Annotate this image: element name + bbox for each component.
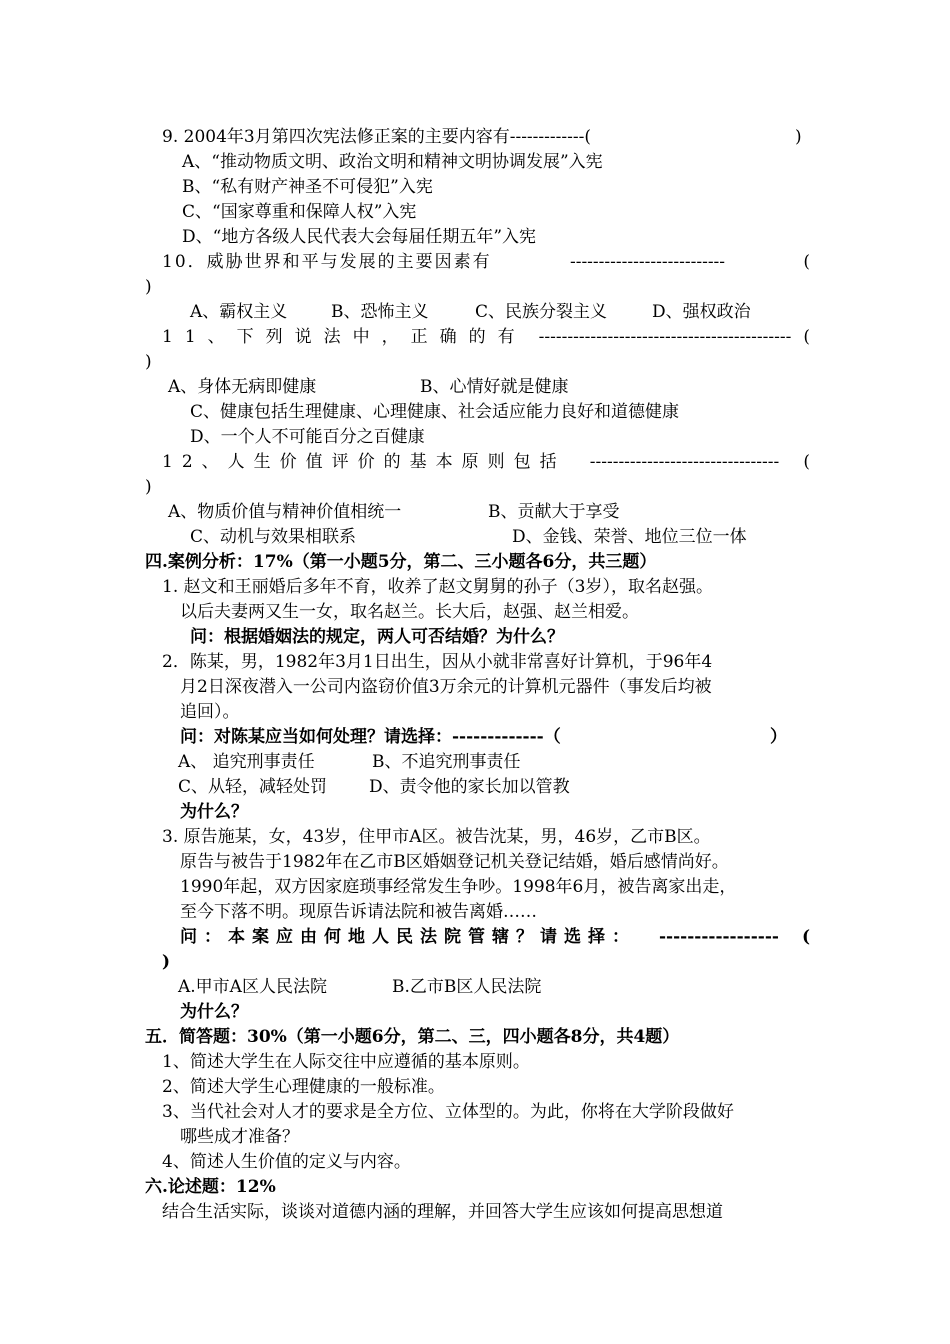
q10-option-c: C、民族分裂主义 [475, 302, 608, 322]
case2-why: 为什么？ [180, 802, 248, 822]
case3-line2: 原告与被告于1982年在乙市B区婚姻登记机关登记结婚，婚后感情尚好。 [180, 852, 729, 872]
q9-stem: 9. 2004年3月第四次宪法修正案的主要内容有-------------( [162, 127, 592, 147]
case3-answer-close: ) [162, 952, 171, 972]
q9-option-c: C、“国家尊重和保障人权”入宪 [182, 202, 417, 222]
q12-answer-open: ( [803, 452, 810, 472]
q9-option-a: A、“推动物质文明、政治文明和精神文明协调发展”入宪 [182, 152, 603, 172]
case3-option-a: A.甲市A区人民法院 [178, 977, 327, 997]
case2-option-a: A、 追究刑事责任 [178, 752, 315, 772]
q10-answer-open: ( [803, 252, 810, 272]
q11-option-b: B、心情好就是健康 [420, 377, 569, 397]
q11-stem-line [162, 325, 810, 350]
q10-option-b: B、恐怖主义 [331, 302, 429, 322]
q12-option-d: D、金钱、荣誉、地位三位一体 [512, 527, 747, 547]
q12-stem: 12、人生价值评价的基本原则包括 [162, 452, 566, 472]
q9-option-b: B、“私有财产神圣不可侵犯”入宪 [182, 177, 433, 197]
q11-dashes: -------------------------------------------- [538, 327, 792, 347]
q12-answer-close: ) [145, 477, 152, 497]
case2-question: 问：对陈某应当如何处理？请选择：-------------（ [180, 727, 561, 747]
short-answer-2: 2、简述大学生心理健康的一般标准。 [162, 1077, 445, 1097]
section5-title: 五．简答题：30%（第一小题6分，第二、三，四小题各8分，共4题） [145, 1027, 680, 1047]
q11-answer-close: ) [145, 352, 152, 372]
q11-answer-open: ( [803, 327, 810, 347]
q11-stem: 11、下列说法中，正确的有 [162, 327, 527, 347]
short-answer-3-line1: 3、当代社会对人才的要求是全方位、立体型的。为此，你将在大学阶段做好 [162, 1102, 734, 1122]
case3-line3: 1990年起，双方因家庭琐事经常发生争吵。1998年6月，被告离家出走， [180, 877, 737, 897]
short-answer-4: 4、简述人生价值的定义与内容。 [162, 1152, 411, 1172]
essay-prompt: 结合生活实际，谈谈对道德内涵的理解，并回答大学生应该如何提高思想道 [162, 1202, 723, 1222]
case3-line4: 至今下落不明。现原告诉请法院和被告离婚…… [180, 902, 537, 922]
case2-line2: 月2日深夜潜入一公司内盗窃价值3万余元的计算机元器件（事发后均被 [180, 677, 712, 697]
case3-question-line [180, 925, 810, 950]
case3-answer-open: ( [801, 927, 810, 947]
short-answer-3-line2: 哪些成才准备？ [180, 1127, 299, 1147]
q10-option-d: D、强权政治 [652, 302, 751, 322]
case2-answer-close: ） [770, 727, 787, 747]
case2-option-c: C、从轻，减轻处罚 [178, 777, 328, 797]
case1-line2: 以后夫妻两又生一女，取名赵兰。长大后，赵强、赵兰相爱。 [180, 602, 639, 622]
case3-question: 问：本案应由何地人民法院管辖？请选择： [180, 927, 636, 947]
q10-stem-line [162, 250, 810, 275]
case2-option-d: D、责令他的家长加以管教 [369, 777, 570, 797]
q12-stem-line [162, 450, 810, 475]
q10-dashes: --------------------------- [569, 252, 726, 272]
q10-stem: 10．威胁世界和平与发展的主要因素有 [162, 252, 492, 272]
short-answer-1: 1、简述大学生在人际交往中应遵循的基本原则。 [162, 1052, 530, 1072]
q11-option-a: A、身体无病即健康 [168, 377, 317, 397]
section6-title: 六.论述题：12% [145, 1177, 276, 1197]
case1-line1: 1. 赵文和王丽婚后多年不育，收养了赵文舅舅的孙子（3岁），取名赵强。 [162, 577, 713, 597]
q10-option-a: A、霸权主义 [190, 302, 288, 322]
case2-option-b: B、不追究刑事责任 [372, 752, 521, 772]
case3-line1: 3. 原告施某，女，43岁，住甲市A区。被告沈某，男，46岁，乙市B区。 [162, 827, 711, 847]
q9-answer-close: ) [795, 127, 802, 147]
case3-why: 为什么？ [180, 1002, 248, 1022]
q11-option-d: D、一个人不可能百分之百健康 [190, 427, 425, 447]
q11-option-c: C、健康包括生理健康、心理健康、社会适应能力良好和道德健康 [190, 402, 680, 422]
case2-line3: 追回）。 [180, 702, 240, 722]
case2-line1: 2．陈某，男，1982年3月1日出生，因从小就非常喜好计算机，于96年4 [162, 652, 713, 672]
q12-option-b: B、贡献大于享受 [488, 502, 620, 522]
q10-answer-close: ) [145, 277, 152, 297]
case3-dashes: ----------------- [659, 927, 779, 947]
case3-option-b: B.乙市B区人民法院 [392, 977, 542, 997]
q9-option-d: D、“地方各级人民代表大会每届任期五年”入宪 [182, 227, 537, 247]
section4-title: 四.案例分析：17%（第一小题5分，第二、三小题各6分，共三题） [145, 552, 657, 572]
q12-option-c: C、动机与效果相联系 [190, 527, 357, 547]
q12-dashes: --------------------------------- [589, 452, 780, 472]
q12-option-a: A、物质价值与精神价值相统一 [168, 502, 402, 522]
case1-question: 问：根据婚姻法的规定，两人可否结婚？为什么？ [190, 627, 564, 647]
